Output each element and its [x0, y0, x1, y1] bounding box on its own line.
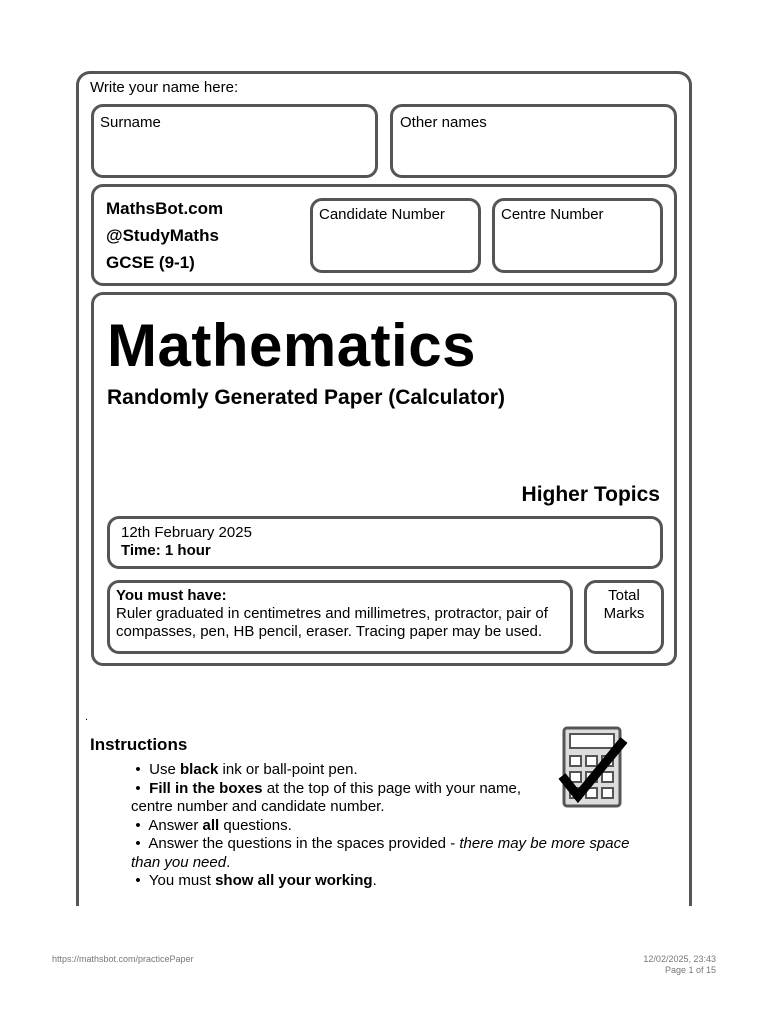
brand-site: MathsBot.com	[106, 199, 224, 218]
footer-datetime: 12/02/2025, 23:43	[643, 954, 716, 964]
total-marks-line1: Total	[608, 587, 640, 604]
candidate-number-label: Candidate Number	[319, 206, 445, 223]
surname-box[interactable]	[91, 104, 378, 178]
brand-qualification: GCSE (9-1)	[106, 253, 195, 272]
title-panel	[91, 292, 677, 666]
footer-page: Page 1 of 15	[664, 965, 716, 975]
instruction-item: • Use black ink or ball-point pen.	[135, 761, 358, 778]
page-cut	[60, 906, 710, 946]
equipment-text: Ruler graduated in centimetres and millimetres, protractor, pair of compasses, pen, HB pencil, eraser. Tracing paper may be used.	[116, 605, 548, 640]
write-name-label: Write your name here:	[90, 79, 239, 96]
paper-date: 12th February 2025	[121, 524, 252, 541]
stray-dot: .	[85, 711, 89, 723]
other-names-box[interactable]	[390, 104, 677, 178]
brand-handle: @StudyMaths	[106, 226, 219, 245]
instruction-item: • Answer the questions in the spaces provided - there may be more space than you need.	[131, 835, 630, 871]
tier-label: Higher Topics	[521, 483, 660, 506]
equipment-box	[107, 580, 573, 654]
equipment-heading: You must have:	[116, 587, 227, 604]
total-marks-box	[584, 580, 664, 654]
instruction-item: • Answer all questions.	[135, 816, 292, 834]
instructions-heading: Instructions	[90, 735, 188, 754]
centre-number-label: Centre Number	[501, 206, 604, 223]
date-box	[107, 516, 663, 569]
centre-number-box[interactable]	[492, 198, 663, 273]
total-marks-line2: Marks	[603, 605, 645, 622]
candidate-number-box[interactable]	[310, 198, 481, 273]
footer-url: https://mathsbot.com/practicePaper	[52, 954, 194, 964]
instruction-item: • You must show all your working.	[135, 872, 377, 889]
calculator-check-icon	[558, 726, 632, 810]
branding-panel	[91, 184, 677, 286]
surname-label: Surname	[100, 114, 161, 131]
other-names-label: Other names	[400, 114, 487, 131]
paper-time: Time: 1 hour	[121, 542, 211, 559]
paper-subtitle: Randomly Generated Paper (Calculator)	[107, 386, 505, 409]
paper-title: Mathematics	[107, 312, 476, 379]
instruction-item: • Fill in the boxes at the top of this page with your name, centre number and candidate number.	[131, 779, 522, 815]
